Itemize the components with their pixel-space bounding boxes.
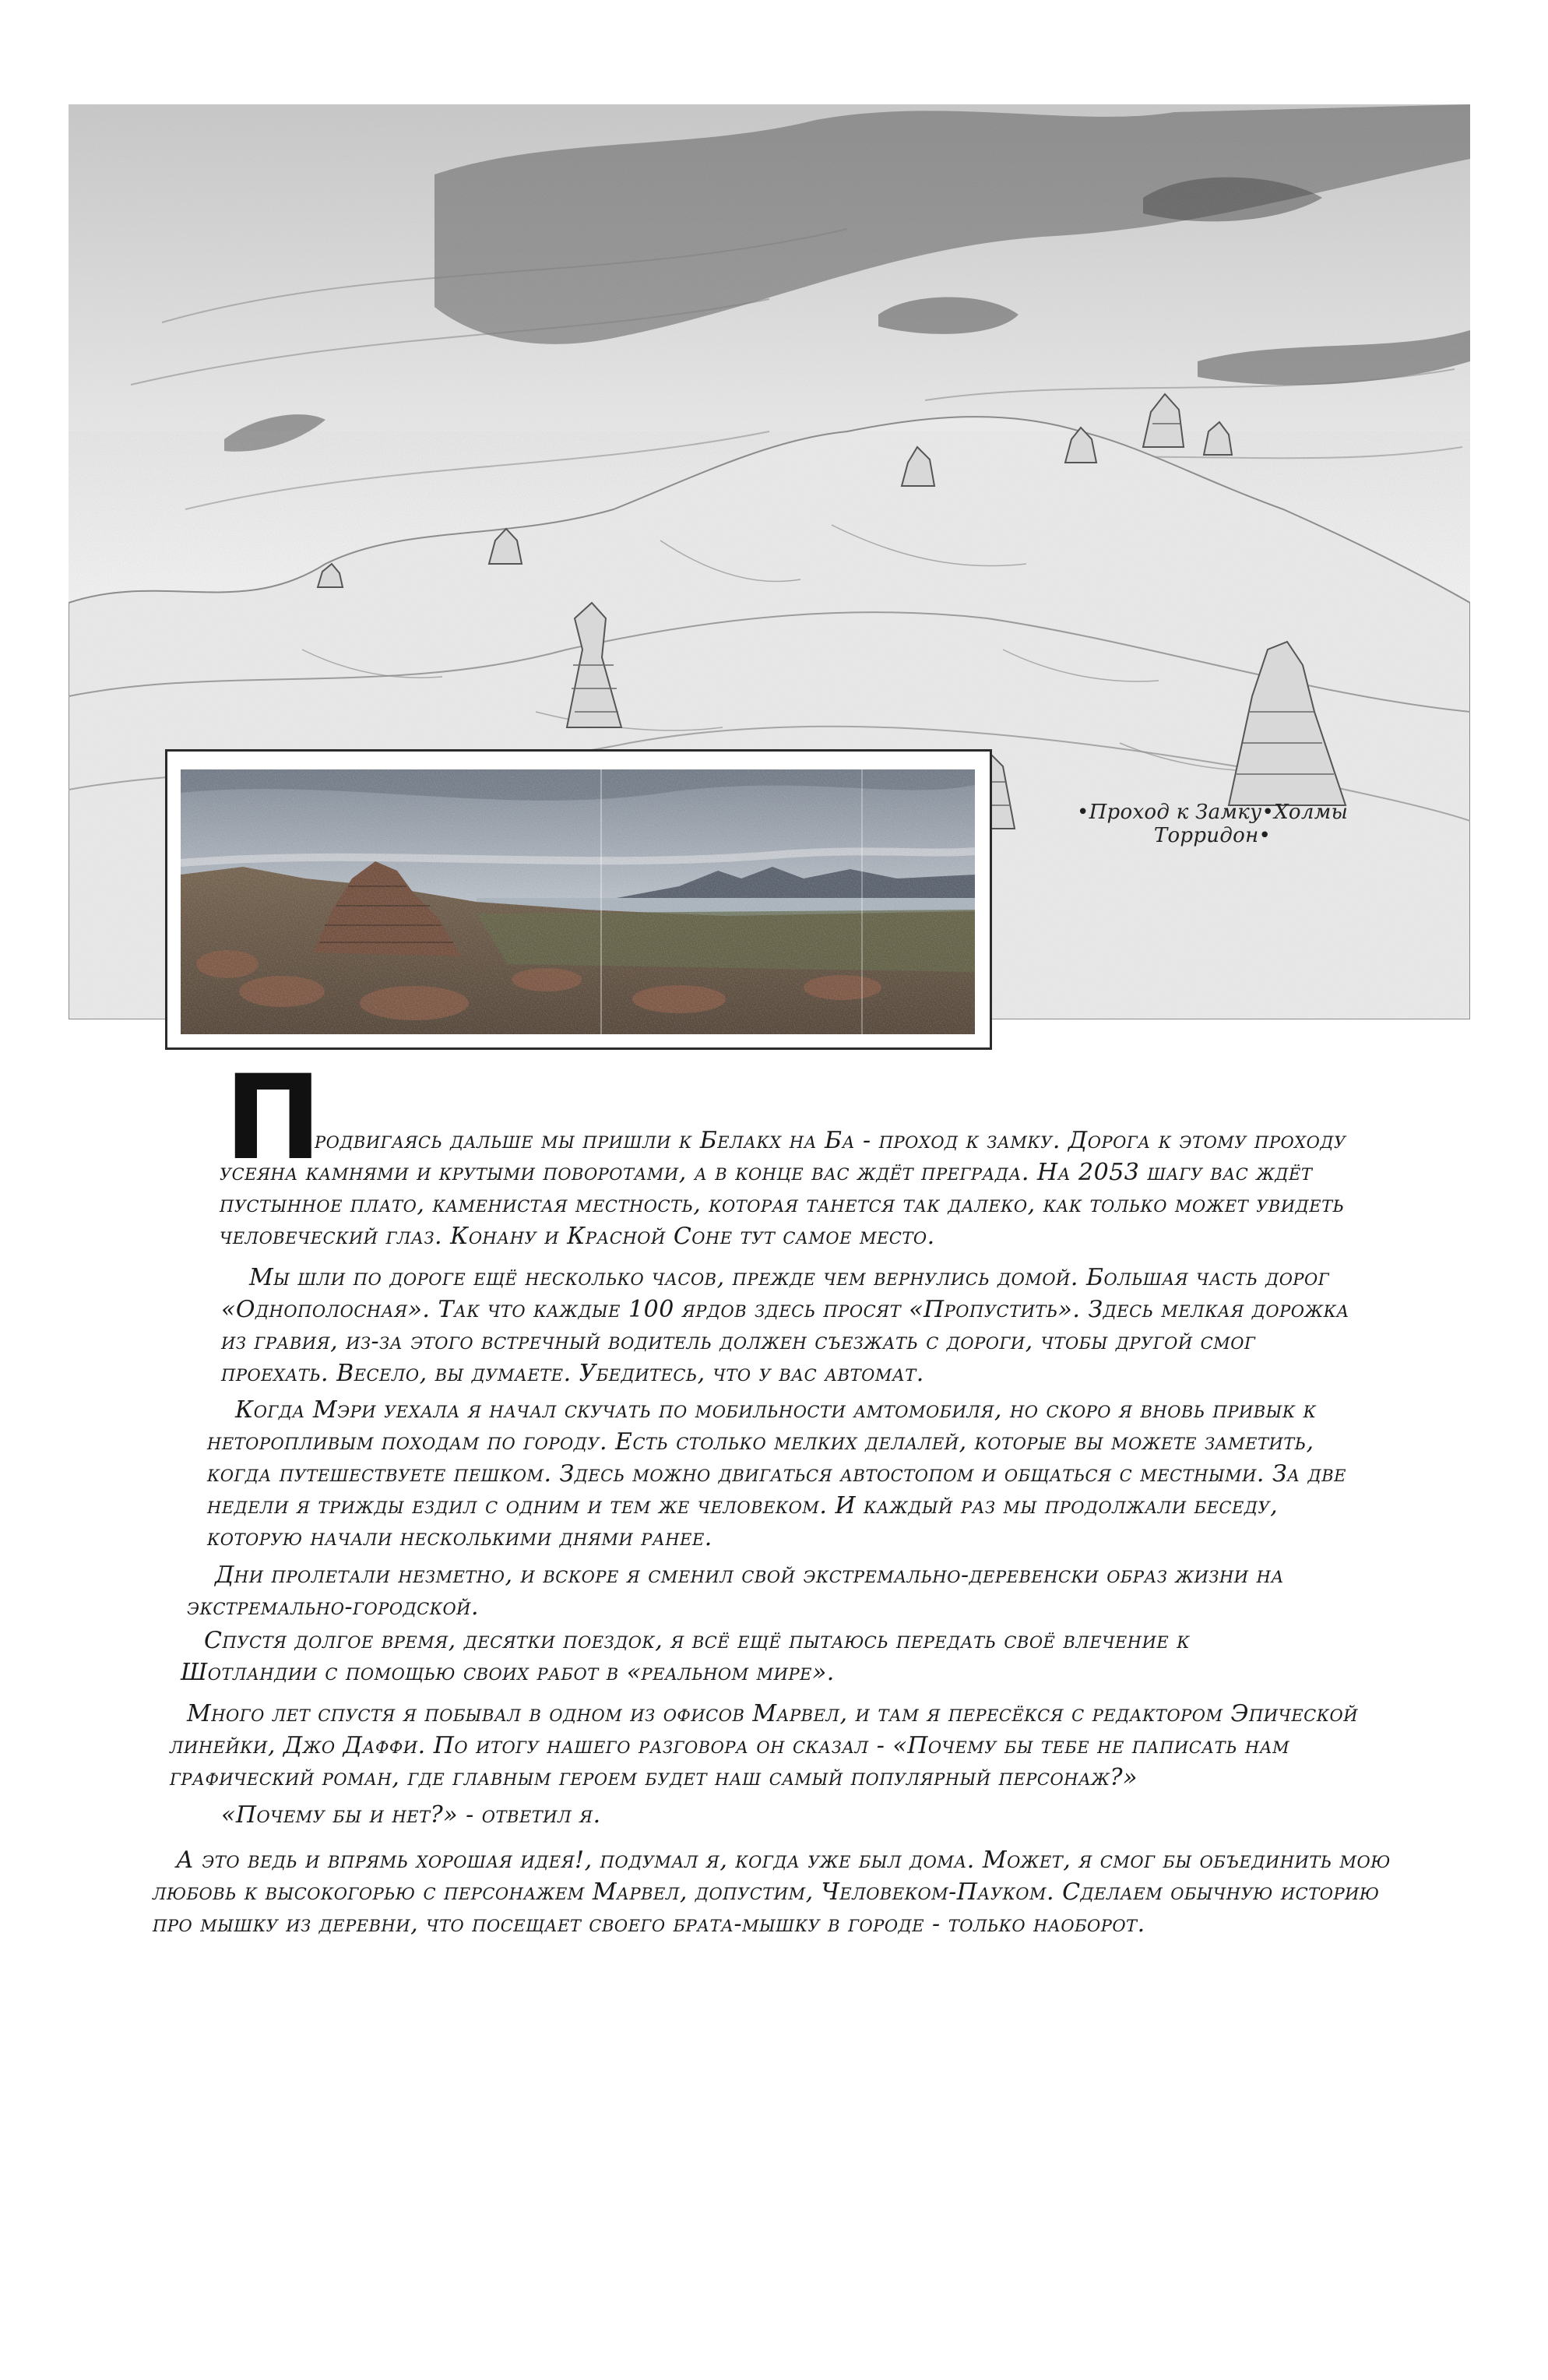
paragraph: Дни пролетали незметно, и вскоре я сменил свой экстремально-деревенски образ жизни на экстремально-городской. bbox=[187, 1561, 1284, 1621]
photo-caption: •Проход к Замку•Холмы Торридон• bbox=[1076, 801, 1349, 847]
paragraph: «Почему бы и нет?» - ответил я. bbox=[221, 1801, 601, 1829]
photo-frame bbox=[165, 749, 992, 1050]
paragraph: Спустя долгое время, десятки поездок, я всё ещё пытаюсь передать своё влечение к Шотландии с помощью своих работ в «реальном мире». bbox=[181, 1627, 1191, 1686]
paragraph: Мы шли по дороге ещё несколько часов, прежде чем вернулись домой. Большая часть дорог «Однополосная». Так что каждые 100 ярдов здесь просят «Пропустить». Здесь мелкая дорожка из гравия, из-за этого встречный водитель должен съезжать с дороги, чтобы другой смог проехать. Весело, вы думаете. Убедитесь, что у вас автомат. bbox=[221, 1264, 1349, 1387]
paragraph: родвигаясь дальше мы пришли к Белакх на Ба - проход к замку. Дорога к этому проходу усеяна камнями и крутыми поворотами, а в конце вас ждёт преграда. На 2053 шагу вас ждёт пустынное плато, каменистая местность, которая танется так далеко, как только может увидеть человеческий глаз. Конану и Красной Соне тут самое место. bbox=[220, 1127, 1346, 1250]
paragraph: Много лет спустя я побывал в одном из офисов Марвел, и там я пересёкся с редактором Эпической линейки, Джо Даффи. По итогу нашего разговора он сказал - «Почему бы тебе не паписать нам графический роман, где главным героем будет наш самый популярный персонаж?» bbox=[170, 1700, 1359, 1791]
drop-cap: П bbox=[224, 1051, 322, 1186]
landscape-photo bbox=[181, 769, 975, 1034]
paragraph: А это ведь и впрямь хорошая идея!, подумал я, когда уже был дома. Может, я смог бы объединить мою любовь к высокогорью с персонажем Марвел, допустим, Человеком-Пауком. Сделаем обычную историю про мышку из деревни, что посещает своего брата-мышку в городе - только наоборот. bbox=[153, 1847, 1391, 1938]
paragraph: Когда Мэри уехала я начал скучать по мобильности амтомобиля, но скоро я вновь привык к неторопливым походам по городу. Есть столько мелких делалей, которые вы можете заметить, когда путешествуете пешком. Здесь можно двигаться автостопом и общаться с местными. За две недели я трижды ездил с одним и тем же человеком. И каждый раз мы продолжали беседу, которую начали несколькими днями ранее. bbox=[207, 1396, 1346, 1551]
